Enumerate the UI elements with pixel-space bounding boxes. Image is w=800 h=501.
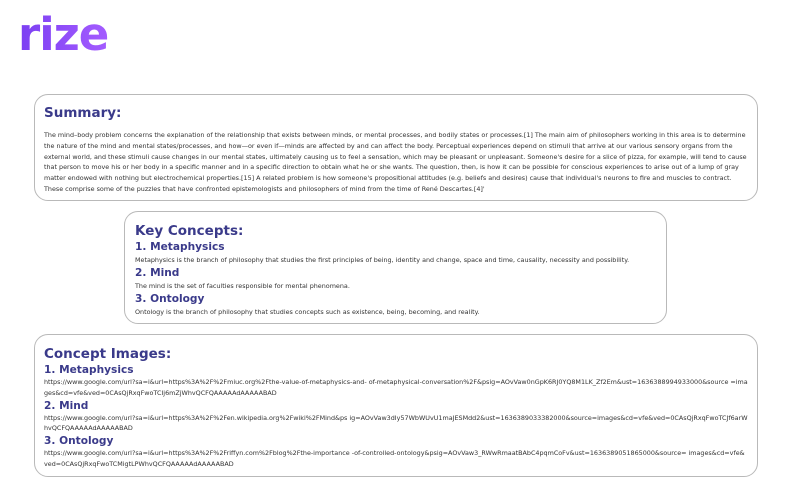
- concept-item-mind: [135, 266, 656, 292]
- concept-heading: 1. Metaphysics: [135, 241, 225, 253]
- concept-heading: 2. Mind: [135, 267, 180, 279]
- summary-card: [34, 94, 758, 201]
- concept-text: The mind is the set of faculties responsible for mental phenomena.: [135, 282, 350, 290]
- key-concepts-title: Key Concepts:: [135, 223, 244, 239]
- image-heading: 3. Ontology: [44, 435, 114, 448]
- image-url: https://www.google.com/url?sa=i&url=https%3A%2F%2Friffyn.com%2Fblog%2Fthe-importance -of-controlled-ontology&psig=AOvVaw3_RWwRmaatBAbC4pqmCoFv&ust=1636389051865000&source= images&cd=vfe&ved=0CAsQjRxqFwoTCMigtLPWhvQCFQAAAAAdAAAAABAD: [44, 449, 745, 468]
- image-heading: 1. Metaphysics: [44, 364, 134, 376]
- image-url: https://www.google.com/url?sa=i&url=https%3A%2F%2Fmiuc.org%2Fthe-value-of-metaphysics-and- of-metaphysical-conversation%2F&psig=AOvVaw0nGpK6RJ0YQ8M1LK_Zf2Em&ust=1636388994933000&source =images&cd=vfe&ved=0CAsQjRxqFwoTCIj6mZjWhvQCFQAAAAAdAAAAABAD: [44, 378, 748, 397]
- concept-item-ontology: [135, 292, 656, 318]
- concept-text: Ontology is the branch of philosophy that studies concepts such as existence, being, becoming, and reality.: [135, 308, 480, 316]
- concept-images-title: Concept Images:: [44, 346, 172, 362]
- image-item-metaphysics: [44, 363, 748, 399]
- rize-logo[interactable]: rize: [18, 6, 108, 64]
- concept-item-metaphysics: [135, 240, 656, 266]
- concept-heading: 3. Ontology: [135, 293, 205, 305]
- image-url: https://www.google.com/url?sa=i&url=https%3A%2F%2Fen.wikipedia.org%2Fwiki%2FMind&ps ig=AOvVaw3dIy57WbWUvU1maJESMdd2&ust=1636389033382000&source=images&cd=vfe&ved=0CAsQjRxqFwoTCJf6arWhvQCFQAAAAAdAAAAABAD: [44, 413, 748, 433]
- image-item-mind: [44, 399, 748, 435]
- summary-title: Summary:: [44, 105, 122, 121]
- concept-images-card: [34, 334, 758, 477]
- image-item-ontology: [44, 434, 748, 470]
- summary-text: The mind–body problem concerns the explanation of the relationship that exists between minds, or mental processes, and bodily states or processes.[1] The main aim of philosophers working in this area is to determine the nature of the mind and mental states/processes, and how—or even if—minds are affected by and can affect the body. Perceptual experiences depend on stimuli that arrive at our various sensory organs from the external world, and these stimuli cause changes in our mental states, ultimately causing us to feel a sensation, which may be pleasant or unpleasant. Someone's desire for a slice of pizza, for example, will tend to cause that person to move his or her body in a specific manner and in a specific direction to obtain what he or she wants. The question, then, is how it can be possible for conscious experiences to arise out of a lump of gray matter endowed with nothing but electrochemical properties.[15] A related problem is how someone's propositional attitudes (e.g. beliefs and desires) cause that individual's neurons to fire and muscles to contract. These comprise some of the puzzles that have confronted epistemologists and philosophers of mind from the time of René Descartes.[4]': [44, 131, 747, 193]
- image-heading: 2. Mind: [44, 399, 89, 412]
- concept-text: Metaphysics is the branch of philosophy that studies the first principles of being, identity and change, space and time, causality, necessity and possibility.: [135, 256, 630, 264]
- key-concepts-card: [124, 211, 667, 324]
